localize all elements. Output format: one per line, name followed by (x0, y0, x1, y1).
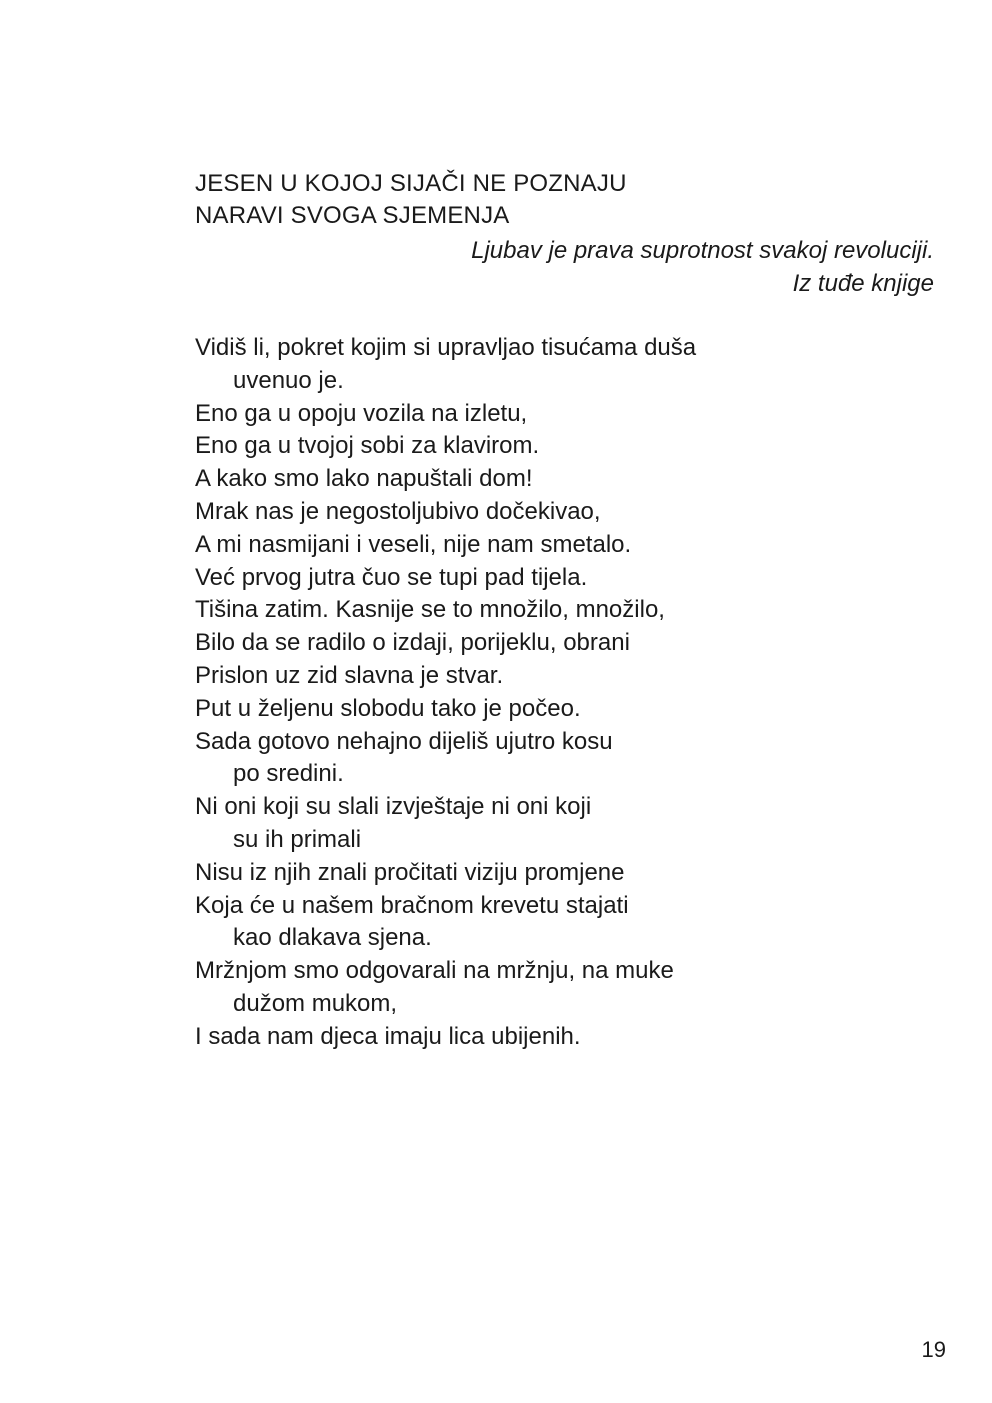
epigraph-quote: Ljubav je prava suprotnost svakoj revoluciji. (471, 237, 934, 264)
poem-line: Prislon uz zid slavna je stvar. (195, 661, 504, 689)
poem-title-line-1: JESEN U KOJOJ SIJAČI NE POZNAJU (195, 170, 627, 197)
poem-line: Eno ga u opoju vozila na izletu, (195, 399, 528, 427)
poem-line: Put u željenu slobodu tako je počeo. (195, 694, 581, 722)
poem-line: Mržnjom smo odgovarali na mržnju, na muke (195, 957, 674, 985)
poem-line: Eno ga u tvojoj sobi za klavirom. (195, 432, 540, 460)
poem-line-continuation: po sredini. (233, 760, 344, 788)
poem-line-continuation: uvenuo je. (233, 366, 344, 394)
poem-body (195, 332, 696, 1054)
poem-line: Vidiš li, pokret kojim si upravljao tisućama duša (195, 334, 697, 361)
poem-line: Ni oni koji su slali izvještaje ni oni koji (195, 793, 592, 821)
poem-line-continuation: kao dlakava sjena. (233, 924, 432, 952)
poem-line: Nisu iz njih znali pročitati viziju promjene (195, 858, 625, 886)
poem-line-continuation: su ih primali (233, 825, 362, 853)
page-number: 19 (921, 1337, 946, 1362)
poem-line: Bilo da se radilo o izdaji, porijeklu, obrani (195, 629, 630, 657)
poem-line: Koja će u našem bračnom krevetu stajati (195, 891, 629, 919)
epigraph-source: Iz tuđe knjige (792, 270, 934, 297)
poem-line: A mi nasmijani i veseli, nije nam smetalo. (195, 530, 632, 558)
poem-line-continuation: dužom mukom, (233, 989, 398, 1017)
poem-line: A kako smo lako napuštali dom! (195, 465, 533, 493)
poem-line: Sada gotovo nehajno dijeliš ujutro kosu (195, 727, 613, 755)
poem-title-line-2: NARAVI SVOGA SJEMENJA (195, 202, 510, 229)
epigraph (471, 234, 934, 300)
poem-line: Već prvog jutra čuo se tupi pad tijela. (195, 563, 588, 591)
poem-title (195, 168, 627, 232)
poem-line: Mrak nas je negostoljubivo dočekivao, (195, 497, 601, 525)
poem-line: I sada nam djeca imaju lica ubijenih. (195, 1022, 581, 1050)
poem-line: Tišina zatim. Kasnije se to množilo, množilo, (195, 596, 665, 624)
